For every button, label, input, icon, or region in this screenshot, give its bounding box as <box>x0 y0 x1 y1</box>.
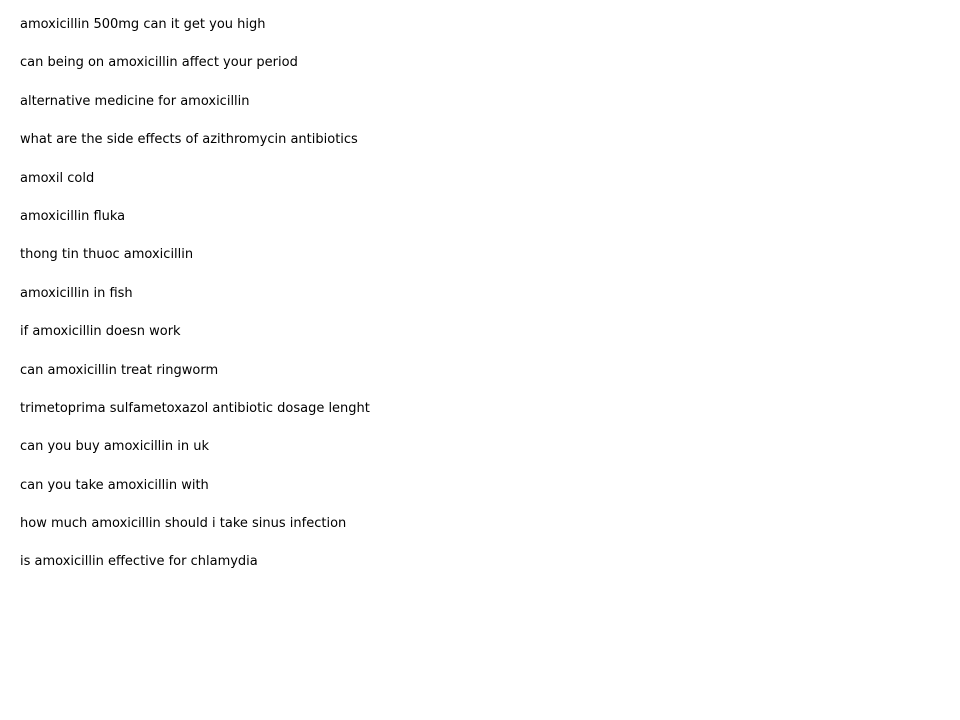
text-line: can being on amoxicillin affect your period <box>20 55 298 71</box>
text-line: amoxil cold <box>20 170 95 186</box>
text-line: can you take amoxicillin with <box>20 477 209 493</box>
text-line: if amoxicillin doesn work <box>20 324 181 340</box>
text-line: is amoxicillin effective for chlamydia <box>20 554 258 570</box>
text-line: amoxicillin fluka <box>20 208 126 224</box>
text-line: can amoxicillin treat ringworm <box>20 362 219 378</box>
text-line: amoxicillin 500mg can it get you high <box>20 17 266 32</box>
text-line: amoxicillin in fish <box>20 285 133 301</box>
text-line: how much amoxicillin should i take sinus infection <box>20 516 347 532</box>
text-line: alternative medicine for amoxicillin <box>20 93 250 109</box>
text-line: what are the side effects of azithromycin antibiotics <box>20 132 358 148</box>
text-line: trimetoprima sulfametoxazol antibiotic dosage lenght <box>20 400 370 416</box>
text-line: can you buy amoxicillin in uk <box>20 439 210 455</box>
text-line: thong tin thuoc amoxicillin <box>20 247 194 263</box>
text-line-list <box>20 16 370 592</box>
